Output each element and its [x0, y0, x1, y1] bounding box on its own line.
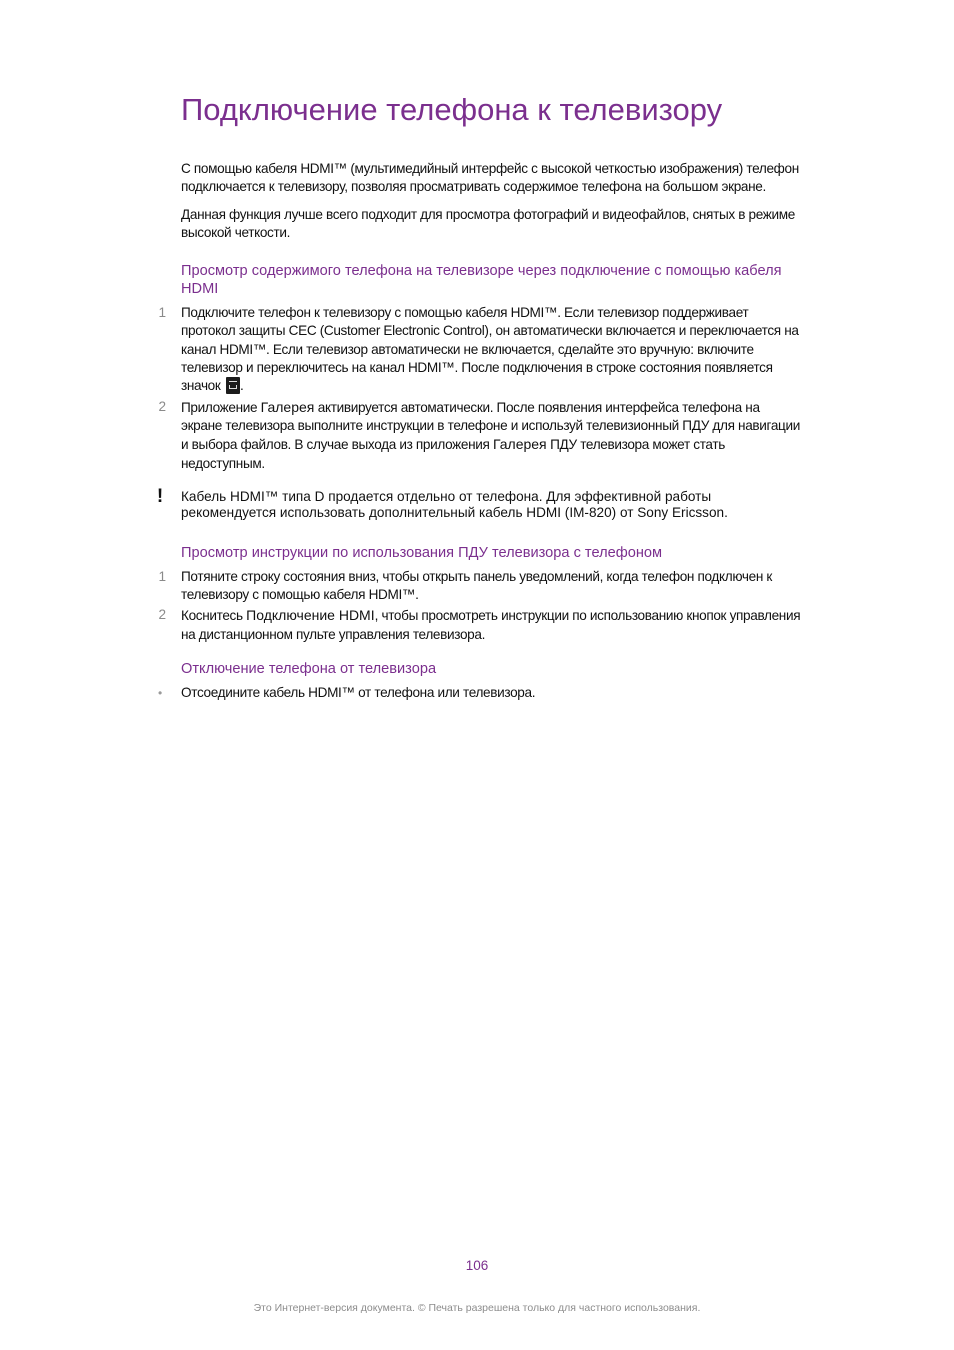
step-number: 2: [158, 607, 166, 623]
hdmi-status-icon: [226, 377, 240, 394]
step-text: Приложение Галерея активируется автоматически. После появления интерфейса телефона на экране телевизора выполните инструкции в телефоне и используй телевизионный ПДУ для навигации и выбора файлов. В случае выхода из приложения Галерея ПДУ телевизора может стать недоступным.: [181, 398, 800, 471]
warning-icon: !: [156, 485, 164, 507]
warning-note: [156, 485, 801, 522]
step-text: Коснитесь Подключение HDMI, чтобы просмотреть инструкции по использованию кнопок управления на дистанционном пульте управления телевизора.: [181, 607, 801, 642]
step-item: [158, 606, 801, 644]
section-heading-disconnect: Отключение телефона от телевизора: [181, 661, 437, 678]
page-title: Подключение телефона к телевизору: [181, 92, 723, 127]
step-item: [158, 398, 801, 473]
document-body: [156, 90, 801, 702]
step-text: Потяните строку состояния вниз, чтобы открыть панель уведомлений, когда телефон подключен к телевизору с помощью кабеля HDMI™.: [181, 568, 773, 603]
note-text: Кабель HDMI™ типа D продается отдельно от телефона. Для эффективной работы рекомендуется использовать дополнительный кабель HDMI (IM-820) от Sony Ericsson.: [181, 488, 728, 521]
step-number: 1: [158, 568, 166, 584]
step-text: Подключите телефон к телевизору с помощью кабеля HDMI™. Если телевизор поддерживает протокол защиты CEC (Customer Electronic Control), он автоматически включается и переключается на канал HDMI™. Если телевизор автоматически не включается, сделайте это вручную: включите телевизор и переключитесь на канал HDMI™. После подключения в строке состояния появляется значок .: [181, 305, 799, 394]
hdmi-connection-term: Подключение HDMI: [246, 607, 375, 624]
gallery-app-term: Галерея: [492, 436, 547, 453]
footer-note: Это Интернет-версия документа. © Печать разрешена только для частного использования.: [253, 1302, 701, 1314]
bullet-text: Отсоедините кабель HDMI™ от телефона или телевизора.: [181, 685, 536, 701]
page-number: 106: [465, 1258, 489, 1273]
intro-paragraph-2: Данная функция лучше всего подходит для просмотра фотографий и видеофайлов, снятых в режиме высокой четкости.: [181, 206, 795, 240]
bullet-icon: •: [158, 686, 163, 701]
gallery-app-term: Галерея: [260, 398, 315, 415]
step-number: 2: [158, 398, 166, 414]
section-heading-hdmi-view: Просмотр содержимого телефона на телевизоре через подключение с помощью кабеля HDMI: [181, 263, 782, 298]
step-item: [158, 304, 801, 395]
step-item: [158, 568, 801, 605]
section-heading-remote-instructions: Просмотр инструкции по использования ПДУ телевизора с телефоном: [181, 544, 663, 561]
step-number: 1: [158, 305, 166, 321]
list-item: [158, 684, 801, 702]
intro-paragraph-1: С помощью кабеля HDMI™ (мультимедийный интерфейс с высокой четкостью изображения) телефон подключается к телевизору, позволяя просматривать содержимое телефона на большом экране.: [181, 161, 799, 195]
